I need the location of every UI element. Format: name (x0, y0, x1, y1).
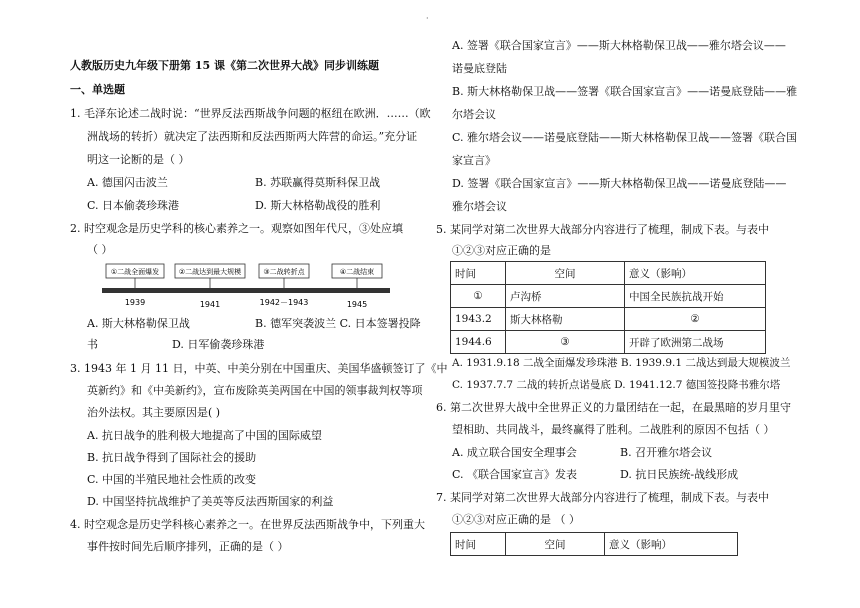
q4-line2: 事件按时间先后顺序排列，正确的是（ ） (87, 540, 289, 553)
table-header-row (451, 262, 766, 285)
table-cell: 卢沟桥 (506, 285, 625, 308)
q3-line3: 治外法权。其主要原因是( ) (87, 406, 221, 419)
q5-options-cd: C. 1937.7.7 二战的转折点诺曼底 D. 1941.12.7 德国签投降书雅尔塔 (452, 379, 781, 391)
q2-option-a: A. 斯大林格勒保卫战 (87, 317, 190, 330)
q2-option-d: D. 日军偷袭珍珠港 (172, 338, 265, 351)
q4-option-c-line1: C. 雅尔塔会议——诺曼底登陆——斯大林格勒保卫战——签署《联合国 (452, 131, 798, 144)
q6-option-c: C. 《联合国家宣言》发表 (452, 468, 578, 481)
q3-option-d: D. 中国坚持抗战维护了美英等反法西斯国家的利益 (87, 495, 334, 508)
timeline-year-4: 1945 (346, 300, 368, 309)
svg-text:①二战全面爆发: ①二战全面爆发 (110, 268, 160, 276)
table-cell: 1944.6 (451, 331, 506, 354)
q6-option-a: A. 成立联合国安全理事会 (452, 446, 577, 459)
q7-line1: 7. 某同学对第二次世界大战部分内容进行了梳理，制成下表。与表中 (436, 491, 769, 504)
table-cell: ① (451, 285, 506, 308)
table-cell: 1943.2 (451, 308, 506, 331)
q3-line2: 英新约》和《中美新约》，宣布废除英美两国在中国的领事裁判权等项 (87, 384, 423, 397)
q4-option-d-line2: 雅尔塔会议 (452, 200, 507, 213)
q3-option-c: C. 中国的半殖民地社会性质的改变 (87, 473, 257, 486)
timeline-bar (102, 288, 390, 293)
timeline-box-4 (332, 264, 382, 278)
q3-option-b: B. 抗日战争得到了国际社会的援助 (87, 451, 257, 464)
table-header-cell: 时间 (451, 262, 506, 285)
q2-option-b: B. 德军突袭波兰 C. 日本签署投降 (255, 317, 421, 330)
q7-line2: ①②③对应正确的是 （ ） (452, 513, 580, 526)
timeline-year-2: 1941 (199, 300, 221, 309)
table-cell: 中国全民族抗战开始 (625, 285, 766, 308)
q5-line2: ①②③对应正确的是 (452, 244, 551, 257)
timeline-box-2 (175, 264, 245, 278)
q1-line1: 1. 毛泽东论述二战时说：“世界反法西斯战争问题的枢纽在欧洲．……（欧 (70, 107, 431, 120)
table-cell: 开辟了欧洲第二战场 (625, 331, 766, 354)
q1-option-b: B. 苏联赢得莫斯科保卫战 (255, 176, 381, 189)
table-header-row (451, 533, 738, 556)
table-header-cell: 意义（影响） (605, 533, 738, 556)
svg-text:③二战转折点: ③二战转折点 (263, 268, 305, 276)
table-cell: ② (625, 308, 766, 331)
q4-option-a-line1: A. 签署《联合国家宣言》——斯大林格勒保卫战——雅尔塔会议—— (452, 39, 786, 52)
table-row (451, 285, 766, 308)
q4-option-b-line1: B. 斯大林格勒保卫战——签署《联合国家宣言》——诺曼底登陆——雅 (452, 85, 798, 98)
q6-option-d: D. 抗日民族统-战线形成 (620, 468, 739, 481)
table-header-cell: 空间 (506, 262, 625, 285)
page-title: 人教版历史九年级下册第 15 课《第二次世界大战》同步训练题 (70, 59, 379, 72)
table-header-cell: 意义（影响） (625, 262, 766, 285)
q4-option-c-line2: 家宣言》 (452, 154, 496, 167)
section-heading: 一、单选题 (70, 83, 125, 96)
q6-line2: 望相助、共同战斗，最终赢得了胜利。二战胜利的原因不包括（ ） (452, 423, 775, 436)
q2-line1: 2. 时空观念是历史学科的核心素养之一。观察如图年代尺，③处应填 (70, 222, 403, 235)
q1-line3: 明这一论断的是（ ） (87, 153, 190, 166)
timeline-box-1 (106, 264, 164, 278)
q5-options-ab: A. 1931.9.18 二战全面爆发珍珠港 B. 1939.9.1 二战达到最大规模波兰 (452, 357, 791, 369)
q1-line2: 洲战场的转折）就决定了法西斯和反法西斯两大阵营的命运。”充分证 (87, 130, 418, 143)
table-header-cell: 时间 (451, 533, 506, 556)
timeline-year-3: 1942－1943 (259, 298, 309, 307)
q3-line1: 3. 1943 年 1 月 11 日，中英、中美分别在中国重庆、美国华盛顿签订了《中 (70, 362, 448, 375)
q4-option-b-line2: 尔塔会议 (452, 108, 496, 121)
q4-option-a-line2: 诺曼底登陆 (452, 62, 507, 75)
table-cell: 斯大林格勒 (506, 308, 625, 331)
table-cell: ③ (506, 331, 625, 354)
svg-text:④二战结束: ④二战结束 (339, 268, 375, 276)
q1-option-c: C. 日本偷袭珍珠港 (87, 199, 180, 212)
q3-option-a: A. 抗日战争的胜利极大地提高了中国的国际威望 (87, 429, 322, 442)
q5-line1: 5. 某同学对第二次世界大战部分内容进行了梳理，制成下表。与表中 (436, 223, 769, 236)
q2-line2: （ ） (87, 243, 113, 256)
q2-option-c-tail: 书 (87, 338, 98, 351)
timeline-figure (98, 258, 396, 312)
table-header-cell: 空间 (506, 533, 605, 556)
timeline-year-1: 1939 (124, 298, 146, 307)
q7-table (450, 532, 738, 556)
table-row (451, 331, 766, 354)
q6-option-b: B. 召开雅尔塔会议 (620, 446, 713, 459)
q1-option-d: D. 斯大林格勒战役的胜利 (255, 199, 381, 212)
q1-option-a: A. 德国闪击波兰 (87, 176, 168, 189)
q4-option-d-line1: D. 签署《联合国家宣言》——斯大林格勒保卫战——诺曼底登陆—— (452, 177, 787, 190)
q4-line1: 4. 时空观念是历史学科核心素养之一。在世界反法西斯战争中，下列重大 (70, 518, 425, 531)
q6-line1: 6. 第二次世界大战中全世界正义的力量团结在一起，在最黑暗的岁月里守 (436, 401, 791, 414)
svg-text:②二战达到最大规模: ②二战达到最大规模 (178, 268, 242, 276)
header-dot: · (426, 14, 429, 23)
table-row (451, 308, 766, 331)
timeline-box-3 (259, 264, 309, 278)
q5-table (450, 261, 766, 354)
